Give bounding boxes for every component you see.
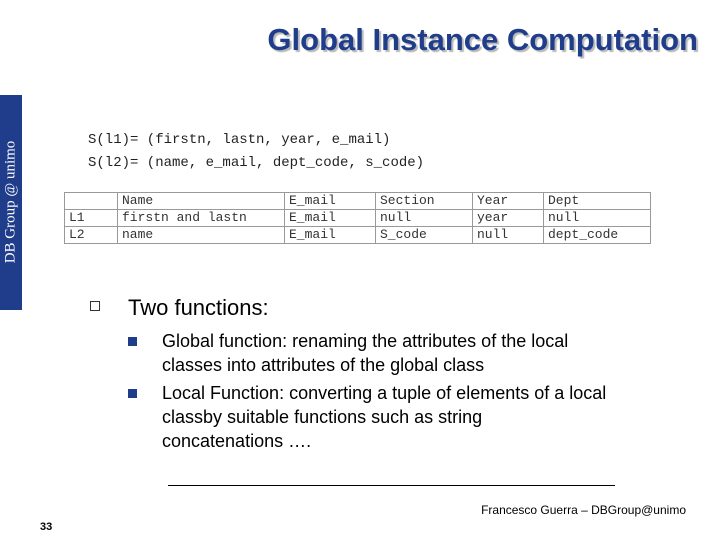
- table-cell: dept_code: [544, 227, 651, 244]
- square-bullet-icon: [90, 301, 100, 311]
- table-header-row: [65, 193, 651, 210]
- sub-bullet-text: Global function: renaming the attributes of the local classes into attributes of the global class: [162, 331, 569, 375]
- table-header-cell: E_mail: [285, 193, 376, 210]
- table-header-cell: Year: [473, 193, 544, 210]
- table-header-cell: Name: [118, 193, 285, 210]
- table-cell: null: [544, 210, 651, 227]
- schema-line-l1: S(l1)= (firstn, lastn, year, e_mail): [88, 132, 391, 148]
- table-header-cell: [65, 193, 118, 210]
- square-bullet-icon: [128, 337, 137, 346]
- table-cell: null: [376, 210, 473, 227]
- table-cell: L1: [65, 210, 118, 227]
- table-row: [65, 227, 651, 244]
- table-cell: firstn and lastn: [118, 210, 285, 227]
- table-cell: S_code: [376, 227, 473, 244]
- sub-bullet-text: Local Function: converting a tuple of elements of a local classby suitable functions such as string concatenations ….: [162, 383, 607, 451]
- slide-title: Global Instance Computation: [267, 22, 698, 57]
- table-row: [65, 210, 651, 227]
- table-cell: name: [118, 227, 285, 244]
- table-cell: null: [473, 227, 544, 244]
- main-bullet-text: Two functions:: [128, 295, 269, 320]
- table-header-cell: Section: [376, 193, 473, 210]
- schema-line-l2: S(l2)= (name, e_mail, dept_code, s_code): [88, 155, 425, 171]
- table-cell: L2: [65, 227, 118, 244]
- table-cell: year: [473, 210, 544, 227]
- square-bullet-icon: [128, 389, 137, 398]
- schema-block: [88, 129, 424, 175]
- table-cell: E_mail: [285, 210, 376, 227]
- table-cell: E_mail: [285, 227, 376, 244]
- table-header-cell: Dept: [544, 193, 651, 210]
- footer-credit: Francesco Guerra – DBGroup@unimo: [481, 503, 686, 517]
- sidebar-label: DB Group @ unimo: [2, 140, 19, 264]
- mapping-table: [64, 192, 651, 244]
- footer-divider: [168, 485, 615, 486]
- page-number: 33: [40, 521, 53, 533]
